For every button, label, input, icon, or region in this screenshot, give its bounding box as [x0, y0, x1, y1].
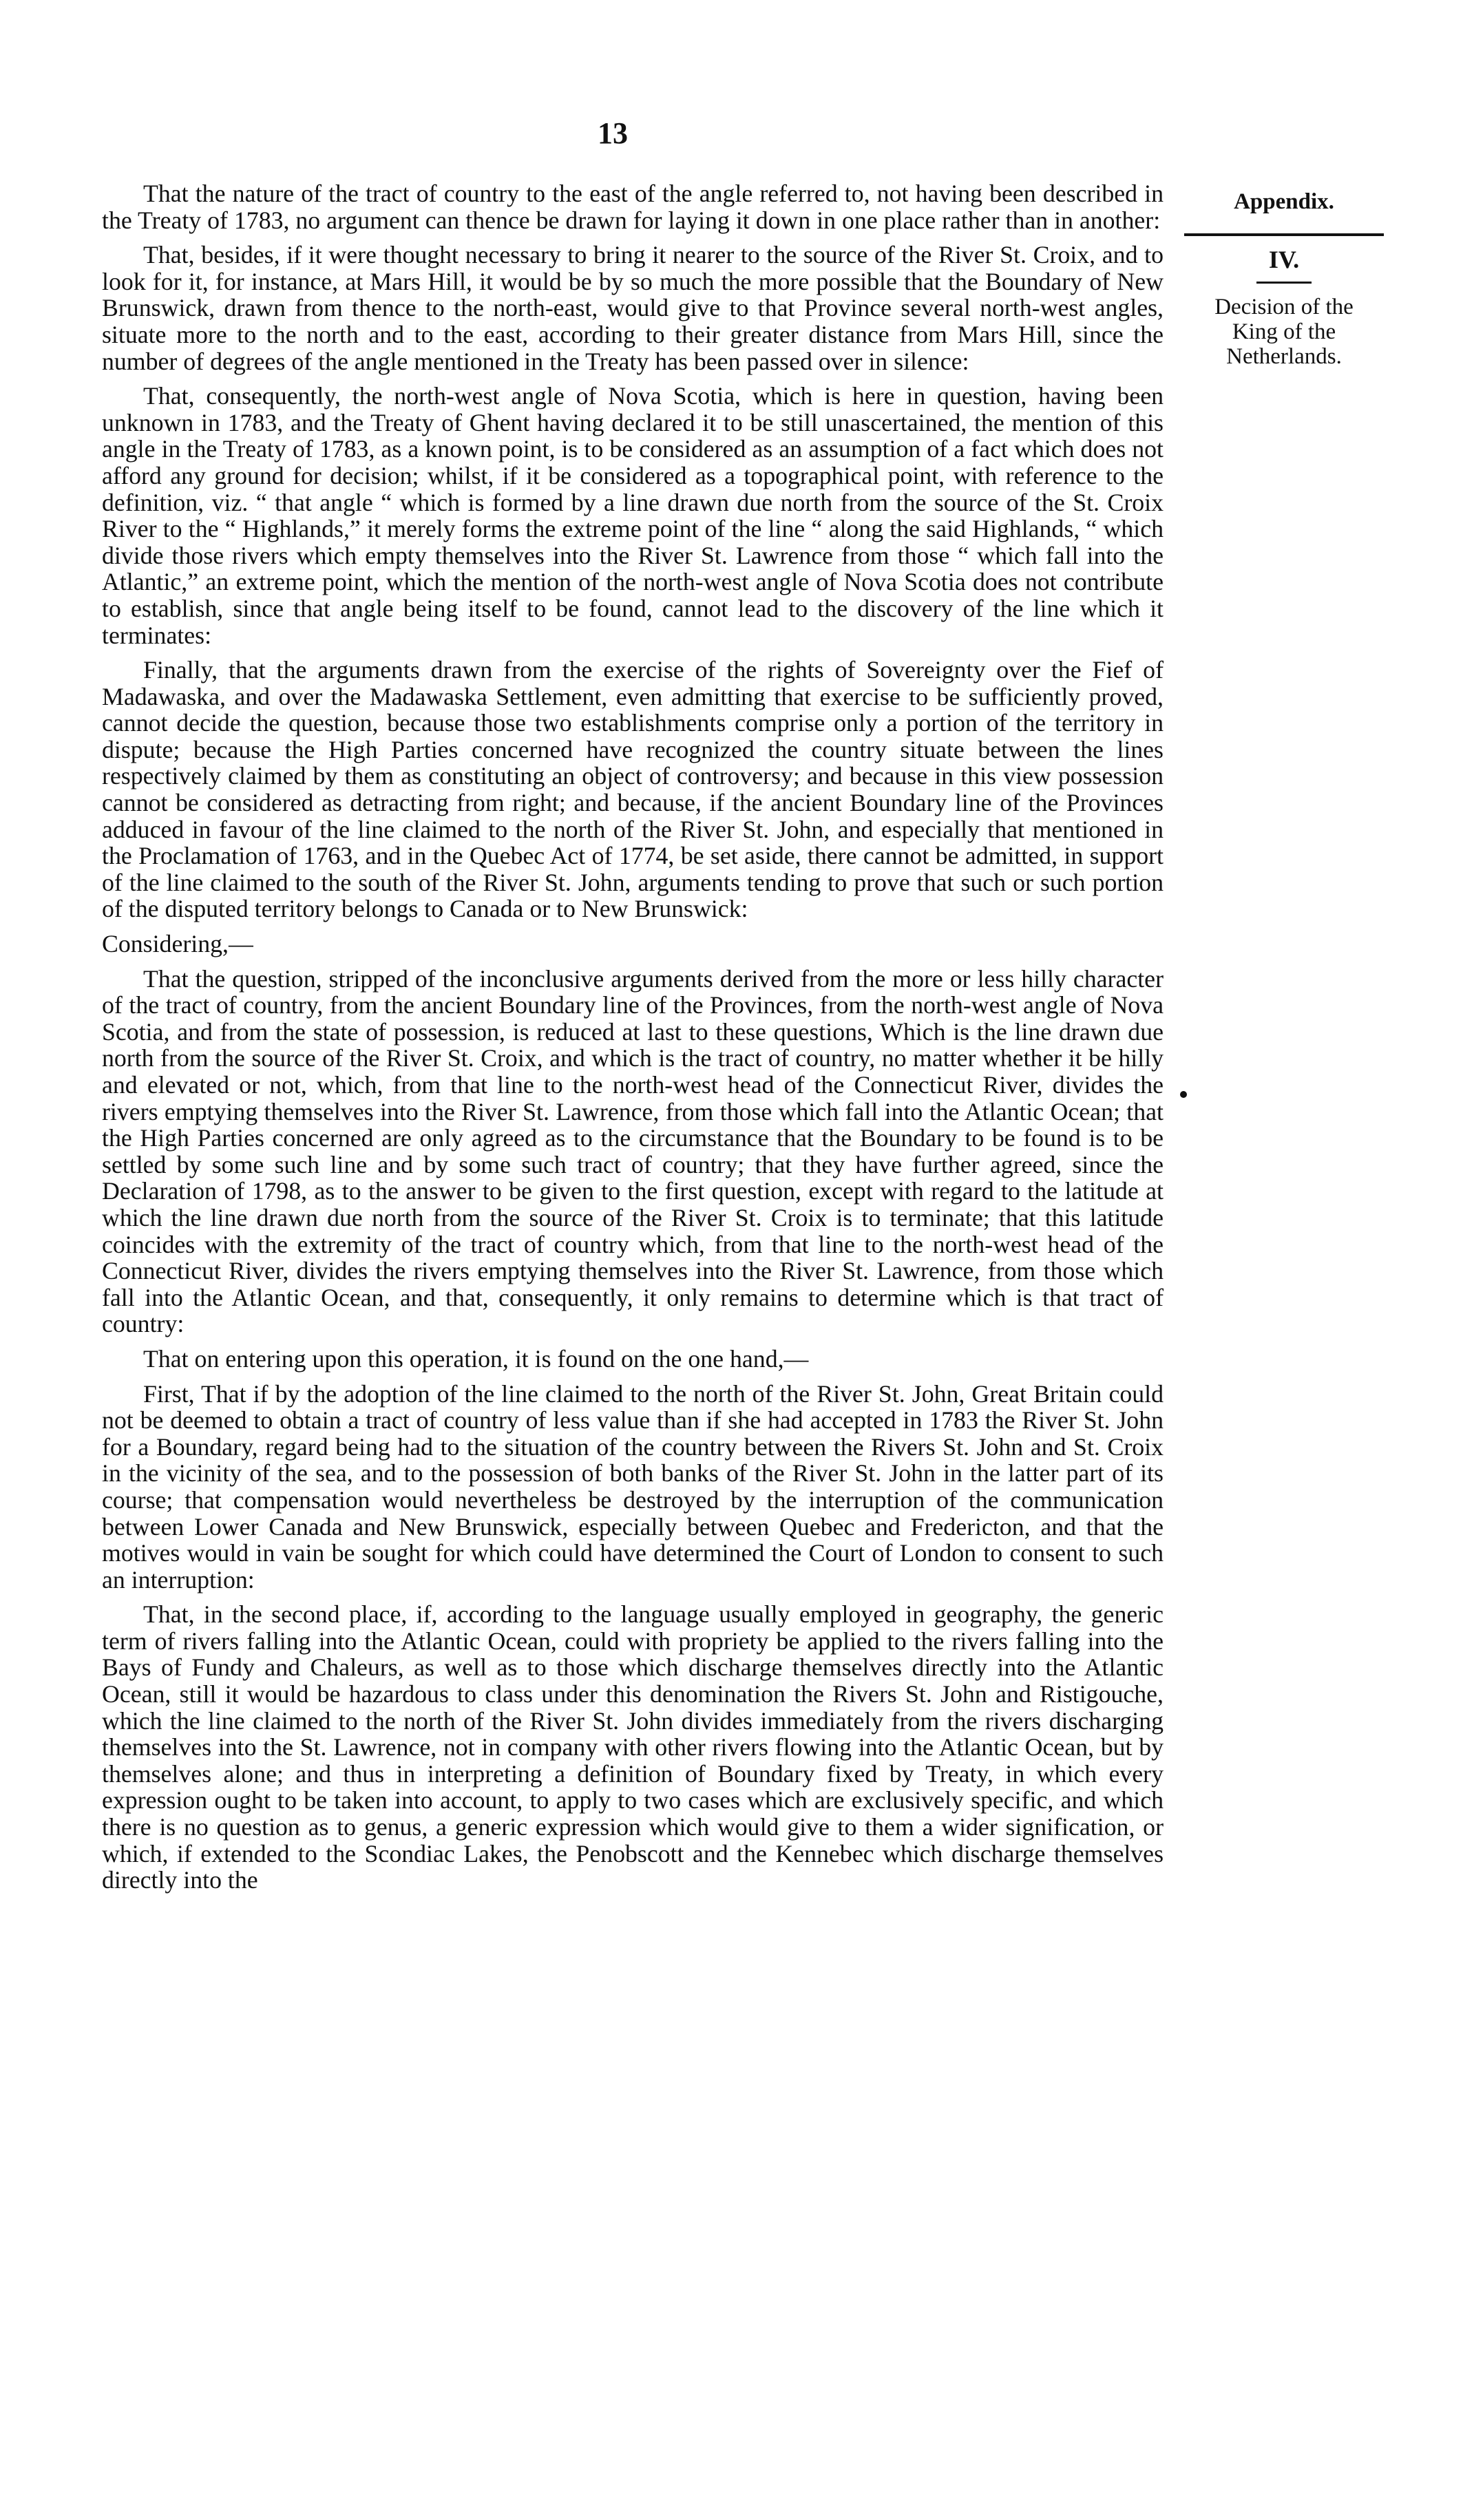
margin-note-number: IV. [1268, 246, 1300, 273]
paragraph-heading: Considering,— [102, 930, 253, 958]
margin-note-decision: Decision of the King of the Netherlands. [1214, 295, 1354, 369]
paragraph: That the nature of the tract of country to the east of the angle referred to, not having been described in the Treaty of 1783, no argument can thence be drawn for laying it down in one place rather than in another: [102, 180, 1164, 234]
margin-dot-mark [1180, 1091, 1187, 1098]
paragraph: That on entering upon this operation, it is found on the one hand,— [143, 1344, 809, 1373]
margin-note [1191, 189, 1377, 369]
margin-rule [1184, 233, 1384, 236]
paragraph: That the question, stripped of the inconclusive arguments derived from the more or less hilly character of the tract of country, from the ancient Boundary line of the Provinces, from the north-west angle of Nova Scotia, and from the state of possession, is reduced at last to these questions, Which is the line drawn due north from the source of the River St. Croix, and which is the tract of country, no matter whether it be hilly and elevated or not, which, from that line to the north-west head of the Connecticut River, divides the rivers emptying themselves into the River St. Lawrence, from those which fall into the Atlantic Ocean; that the High Parties concerned are only agreed as to the circumstance that the Boundary to be found is to be settled by some such line and by some such tract of country; that they have further agreed, since the Declaration of 1798, as to the answer to be given to the first question, except with regard to the latitude at which the line drawn due north from the source of the River St. Croix is to terminate; that this latitude coincides with the extremity of the tract of country which, from that line to the north-west head of the Connecticut River, divides the rivers emptying themselves into the River St. Lawrence, from those which fall into the Atlantic Ocean, and that, consequently, it only remains to determine which is that tract of country: [102, 964, 1164, 1338]
page-number: 13 [598, 116, 628, 150]
paragraph: That, in the second place, if, according to the language usually employed in geography, the generic term of rivers falling into the Atlantic Ocean, could with propriety be applied to the rivers falling into the Bays of Fundy and Chaleurs, as well as to those which discharge themselves directly into the Atlantic Ocean, still it would be hazardous to class under this denomination the Rivers St. John and Ristigouche, which the line claimed to the north of the River St. John divides immediately from the rivers discharging themselves into the St. Lawrence, not in company with other rivers flowing into the Atlantic Ocean, but by themselves alone; and thus in interpreting a definition of Boundary fixed by Treaty, in which every expression ought to be taken into account, to apply to two cases which are exclusively specific, and which there is no question as to genus, a generic expression which would give to them a wider signification, or which, if extended to the Scondiac Lakes, the Penobscott and the Kennebec which discharge themselves directly into the [102, 1600, 1164, 1894]
paragraph: Finally, that the arguments drawn from the exercise of the rights of Sovereignty over the Fief of Madawaska, and over the Madawaska Settlement, even admitting that exercise to be sufficiently proved, cannot decide the question, because those two establishments comprise only a portion of the territory in dispute; because the High Parties concerned have recognized the country situate between the lines respectively claimed by them as constituting an object of controversy; and because in this view possession cannot be considered as detracting from right; and because, if the ancient Boundary line of the Provinces adduced in favour of the line claimed to the north of the River St. John, and especially that mentioned in the Proclamation of 1763, and in the Quebec Act of 1774, be set aside, there cannot be admitted, in support of the line claimed to the south of the River St. John, arguments tending to prove that such or such portion of the disputed territory belongs to Canada or to New Brunswick: [102, 656, 1164, 923]
paragraph: That, consequently, the north-west angle of Nova Scotia, which is here in question, having been unknown in 1783, and the Treaty of Ghent having declared it to be still unascertained, the mention of this angle in the Treaty of 1783, as a known point, is to be considered as an assumption of a fact which does not afford any ground for decision; whilst, if it be considered as a topographical point, with reference to the definition, viz. “ that angle “ which is formed by a line drawn due north from the source of the St. Croix River to the “ Highlands,” it merely forms the extreme point of the line “ along the said Highlands, “ which divide those rivers which empty themselves into the River St. Lawrence from those “ which fall into the Atlantic,” an extreme point, which the mention of the north-west angle of Nova Scotia does not contribute to establish, since that angle being itself to be found, cannot lead to the discovery of the line which it terminates: [102, 382, 1164, 649]
paragraph: First, That if by the adoption of the line claimed to the north of the River St. John, Great Britain could not be deemed to obtain a tract of country of less value than if she had accepted in 1783 the River St. John for a Boundary, regard being had to the situation of the country between the Rivers St. John and St. Croix in the vicinity of the sea, and to the possession of both banks of the River St. John in the latter part of its course; that compensation would nevertheless be destroyed by the interruption of the communication between Lower Canada and New Brunswick, especially between Quebec and Fredericton, and that the motives would in vain be sought for which could have determined the Court of London to consent to such an interruption: [102, 1379, 1164, 1593]
margin-short-rule [1256, 282, 1312, 284]
paragraph: That, besides, if it were thought necessary to bring it nearer to the source of the River St. Croix, and to look for it, for instance, at Mars Hill, it would be by so much the more possible that the Boundary of New Brunswick, drawn from thence to the north-east, would give to that Province several north-west angles, situate more to the north and to the east, according to their greater distance from Mars Hill, since the number of degrees of the angle mentioned in the Treaty has been passed over in silence: [102, 241, 1164, 375]
body-text [102, 180, 1164, 1902]
margin-note-appendix: Appendix. [1234, 189, 1334, 214]
